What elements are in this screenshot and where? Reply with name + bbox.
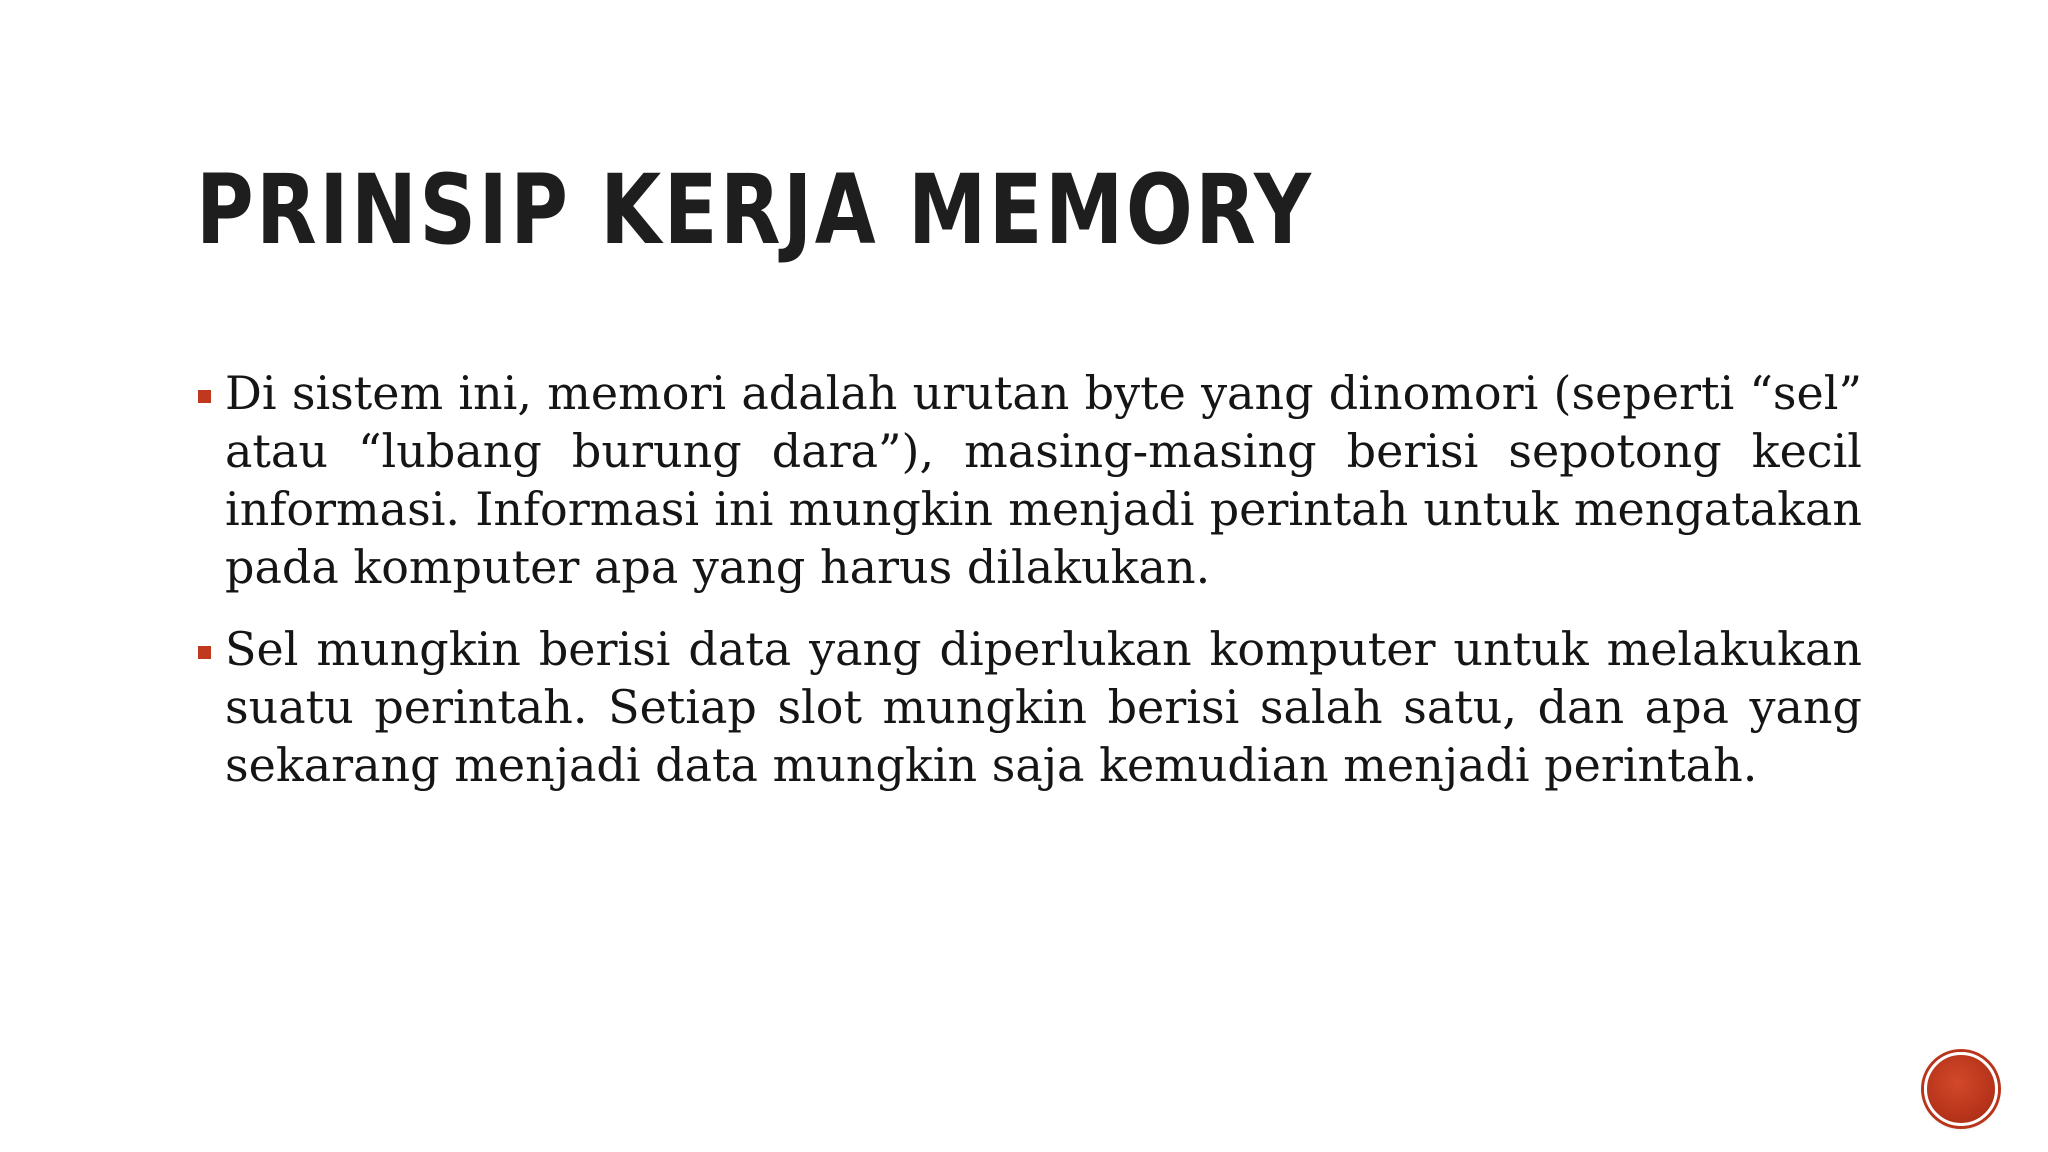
square-bullet-icon: [198, 646, 211, 659]
bullet-item: [198, 364, 1862, 596]
slide-nav-button[interactable]: [1924, 1052, 1998, 1126]
bullet-item: [198, 620, 1862, 794]
bullet-text: Sel mungkin berisi data yang diperlukan komputer untuk melakukan suatu perintah. Setiap slot mungkin berisi salah satu, dan apa yang sekarang menjadi data mungkin saja kemudian menjadi perintah.: [225, 622, 1862, 792]
bullet-text: Di sistem ini, memori adalah urutan byte yang dinomori (seperti “sel” atau “lubang burung dara”), masing-masing berisi sepotong kecil informasi. Informasi ini mungkin menjadi perintah untuk mengatakan pada komputer apa yang harus dilakukan.: [225, 366, 1862, 594]
bullet-list: [198, 364, 1862, 818]
slide-title: PRINSIP KERJA MEMORY: [196, 154, 1314, 266]
square-bullet-icon: [198, 390, 211, 403]
